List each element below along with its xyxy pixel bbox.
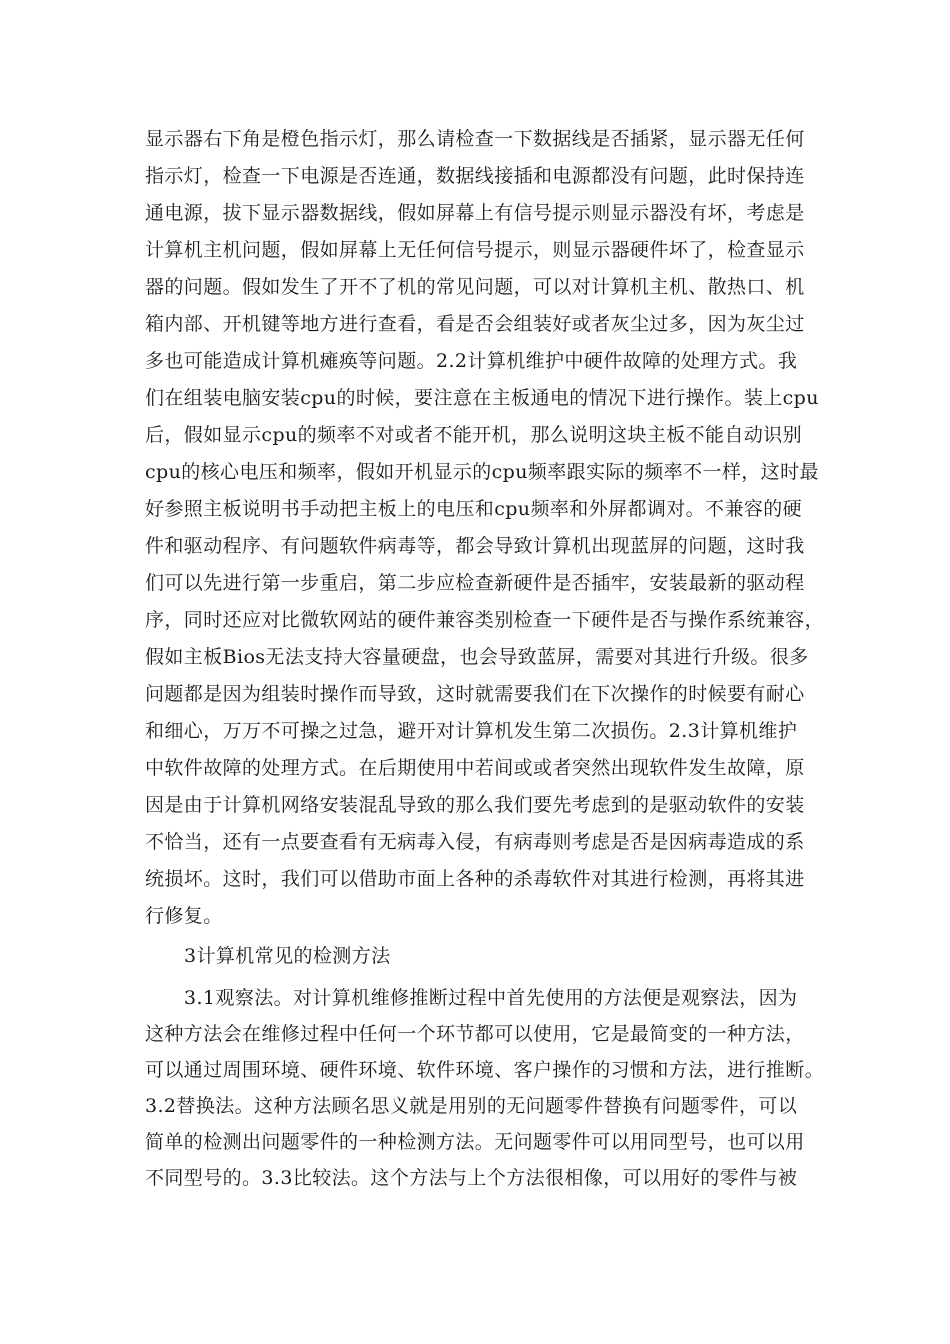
- text-line: 箱内部、开机键等地方进行查看，看是否会组装好或者灰尘过多，因为灰尘过: [145, 313, 805, 335]
- text-line: 好参照主板说明书手动把主板上的电压和cpu频率和外屏都调对。不兼容的硬: [145, 498, 803, 520]
- text-line: 统损坏。这时，我们可以借助市面上各种的杀毒软件对其进行检测，再将其进: [145, 868, 805, 890]
- text-line: 们在组装电脑安装cpu的时候，要注意在主板通电的情况下进行操作。装上cpu: [145, 387, 819, 409]
- text-line: 通电源，拔下显示器数据线，假如屏幕上有信号提示则显示器没有坏，考虑是: [145, 202, 805, 224]
- text-line: cpu的核心电压和频率，假如开机显示的cpu频率跟实际的频率不一样，这时最: [145, 461, 819, 483]
- text-line: 不同型号的。3.3比较法。这个方法与上个方法很相像，可以用好的零件与被: [145, 1167, 798, 1189]
- section-heading: 3计算机常见的检测方法: [184, 945, 391, 967]
- text-line: 器的问题。假如发生了开不了机的常见问题，可以对计算机主机、散热口、机: [145, 276, 805, 298]
- text-line: 们可以先进行第一步重启，第二步应检查新硬件是否插牢，安装最新的驱动程: [145, 572, 805, 594]
- text-line: 可以通过周围环境、硬件环境、软件环境、客户操作的习惯和方法，进行推断。: [145, 1059, 825, 1081]
- text-line: 假如主板Bios无法支持大容量硬盘，也会导致蓝屏，需要对其进行升级。很多: [145, 646, 809, 668]
- text-line: 中软件故障的处理方式。在后期使用中若间或或者突然出现软件发生故障，原: [145, 757, 805, 779]
- text-line: 行修复。: [145, 905, 223, 927]
- text-line: 指示灯，检查一下电源是否连通，数据线接插和电源都没有问题，此时保持连: [145, 165, 805, 187]
- text-line: 多也可能造成计算机瘫痪等问题。2.2计算机维护中硬件故障的处理方式。我: [145, 350, 798, 372]
- text-line: 3.2替换法。这种方法顾名思义就是用别的无问题零件替换有问题零件，可以: [145, 1095, 798, 1117]
- text-line: 计算机主机问题，假如屏幕上无任何信号提示，则显示器硬件坏了，检查显示: [145, 239, 805, 261]
- text-line: 显示器右下角是橙色指示灯，那么请检查一下数据线是否插紧，显示器无任何: [145, 128, 805, 150]
- text-line: 后，假如显示cpu的频率不对或者不能开机，那么说明这块主板不能自动识别: [145, 424, 803, 446]
- text-line: 因是由于计算机网络安装混乱导致的那么我们要先考虑到的是驱动软件的安装: [145, 794, 805, 816]
- text-line: 3.1观察法。对计算机维修推断过程中首先使用的方法便是观察法，因为: [184, 987, 798, 1009]
- text-line: 序，同时还应对比微软网站的硬件兼容类别检查一下硬件是否与操作系统兼容，: [145, 609, 825, 631]
- text-line: 问题都是因为组装时操作而导致，这时就需要我们在下次操作的时候要有耐心: [145, 683, 805, 705]
- text-line: 和细心，万万不可操之过急，避开对计算机发生第二次损伤。2.3计算机维护: [145, 720, 798, 742]
- text-line: 简单的检测出问题零件的一种检测方法。无问题零件可以用同型号，也可以用: [145, 1131, 805, 1153]
- text-line: 不恰当，还有一点要查看有无病毒入侵，有病毒则考虑是否是因病毒造成的系: [145, 831, 805, 853]
- text-line: 这种方法会在维修过程中任何一个环节都可以使用，它是最简变的一种方法，: [145, 1023, 805, 1045]
- text-line: 件和驱动程序、有问题软件病毒等，都会导致计算机出现蓝屏的问题，这时我: [145, 535, 805, 557]
